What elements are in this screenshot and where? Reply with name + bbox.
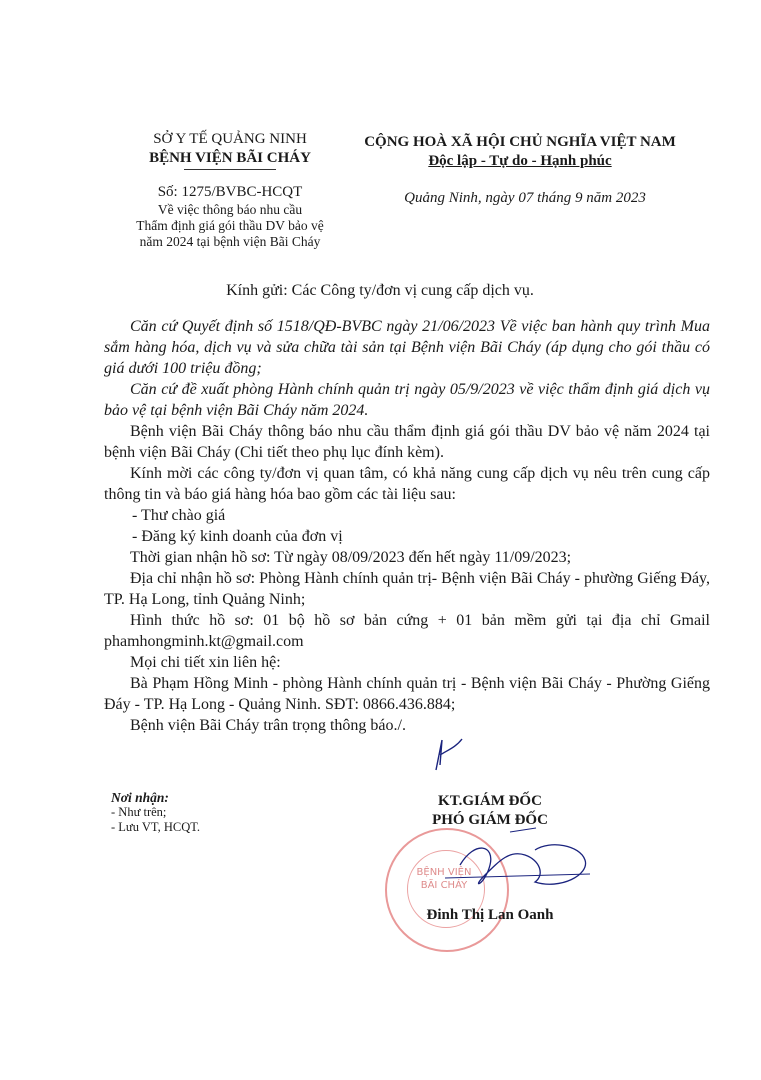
doc-item-quote: - Thư chào giá bbox=[132, 507, 226, 524]
left-header bbox=[110, 130, 350, 170]
invite-paragraph: Kính mời các công ty/đơn vị quan tâm, có khả năng cung cấp dịch vụ nêu trên cung cấp thông tin và báo giá hàng hóa bao gồm các tài liệu sau: bbox=[104, 465, 710, 503]
receivers-title: Nơi nhận: bbox=[111, 790, 169, 805]
time-paragraph: Thời gian nhận hồ sơ: Từ ngày 08/09/2023 đến hết ngày 11/09/2023; bbox=[130, 549, 572, 566]
hospital-name: BỆNH VIỆN BÃI CHÁY bbox=[149, 150, 311, 166]
receiver-item: - Lưu VT, HCQT. bbox=[111, 820, 201, 834]
doc-number: Số: 1275/BVBC-HCQT bbox=[157, 184, 303, 200]
closing-paragraph: Bệnh viện Bãi Cháy trân trọng thông báo./. bbox=[130, 717, 406, 734]
signer-name: Đinh Thị Lan Oanh bbox=[426, 907, 554, 923]
date-line: Quảng Ninh, ngày 07 tháng 9 năm 2023 bbox=[404, 190, 646, 206]
doc-subject: Về việc thông báo nhu cầu Thẩm định giá gói thầu DV bảo vệ năm 2024 tại bệnh viện Bãi Cháy bbox=[136, 202, 324, 249]
notice-paragraph: Bệnh viện Bãi Cháy thông báo nhu cầu thẩm định giá gói thầu DV bảo vệ năm 2024 tại bệnh viện Bãi Cháy (Chi tiết theo phụ lục đính kèm). bbox=[104, 423, 710, 461]
receivers-block bbox=[111, 790, 311, 835]
header-underline bbox=[184, 169, 276, 170]
form-paragraph: Hình thức hồ sơ: 01 bộ hồ sơ bản cứng + 01 bản mềm gửi tại địa chỉ Gmail phamhongminh.kt@gmail.com bbox=[104, 612, 710, 650]
address-paragraph: Địa chỉ nhận hồ sơ: Phòng Hành chính quản trị- Bệnh viện Bãi Cháy - phường Giếng Đáy, TP. Hạ Long, tỉnh Quảng Ninh; bbox=[104, 570, 710, 608]
nation-title: CỘNG HOÀ XÃ HỘI CHỦ NGHĨA VIỆT NAM bbox=[364, 134, 676, 150]
basis-1: Căn cứ Quyết định số 1518/QĐ-BVBC ngày 21/06/2023 Về việc ban hành quy trình Mua sắm hàng hóa, dịch vụ và sửa chữa tài sản tại Bệnh viện Bãi Cháy (áp dụng cho gói thầu có giá dưới 100 triệu đồng; bbox=[104, 318, 710, 377]
receiver-item: - Như trên; bbox=[111, 805, 167, 819]
signature-line-1: KT.GIÁM ĐỐC bbox=[438, 793, 542, 809]
initial-mark bbox=[428, 735, 468, 775]
contact-intro: Mọi chi tiết xin liên hệ: bbox=[130, 654, 281, 671]
right-header bbox=[345, 133, 695, 171]
recipient-line: Kính gửi: Các Công ty/đơn vị cung cấp dịch vụ. bbox=[226, 282, 534, 299]
doc-item-license: - Đăng ký kinh doanh của đơn vị bbox=[132, 528, 343, 545]
motto: Độc lập - Tự do - Hạnh phúc bbox=[428, 153, 612, 169]
stamp-text: BỆNH VIỆN BÃI CHÁY bbox=[416, 867, 472, 891]
agency-name: SỞ Y TẾ QUẢNG NINH bbox=[153, 131, 307, 147]
handwritten-signature bbox=[440, 820, 620, 900]
basis-2: Căn cứ đề xuất phòng Hành chính quản trị ngày 05/9/2023 về việc thẩm định giá dịch vụ bảo vệ tại bệnh viện Bãi Cháy năm 2024. bbox=[104, 381, 710, 419]
contact-paragraph: Bà Phạm Hồng Minh - phòng Hành chính quản trị - Bệnh viện Bãi Cháy - Phường Giếng Đáy - TP. Hạ Long - Quảng Ninh. SĐT: 0866.436.884; bbox=[104, 675, 710, 713]
main-body bbox=[104, 316, 710, 736]
signature-line-2: PHÓ GIÁM ĐỐC bbox=[432, 812, 548, 828]
